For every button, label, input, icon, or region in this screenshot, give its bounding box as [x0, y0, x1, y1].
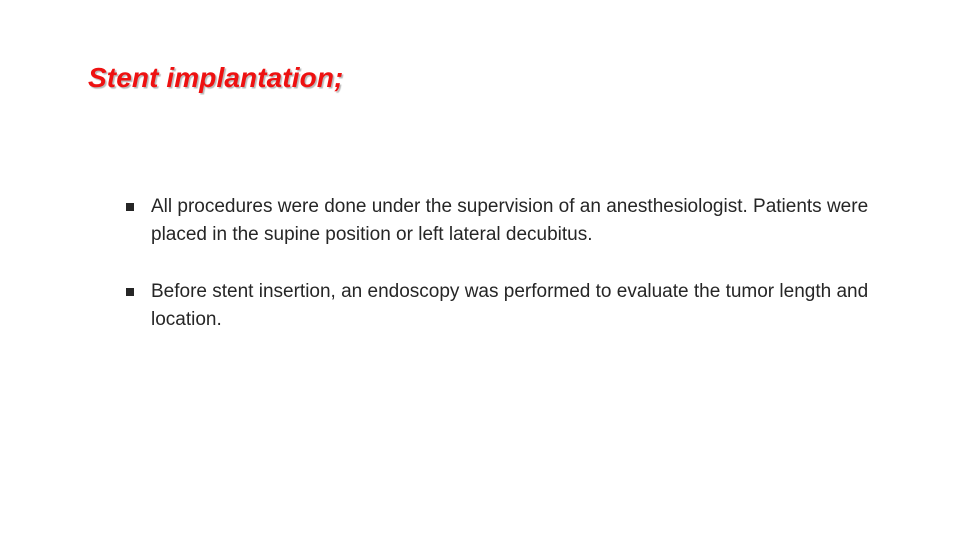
bullet-text: Before stent insertion, an endoscopy was performed to evaluate the tumor length and location.: [151, 281, 869, 330]
square-bullet-icon: [126, 288, 134, 296]
bullet-item: [125, 193, 885, 249]
square-bullet-icon: [126, 203, 134, 211]
bullet-text: All procedures were done under the supervision of an anesthesiologist. Patients were placed in the supine position or left lateral decubitus.: [151, 196, 869, 245]
bullet-item: [125, 278, 885, 334]
slide-title: Stent implantation;: [88, 62, 344, 93]
bullet-list: [125, 193, 885, 363]
